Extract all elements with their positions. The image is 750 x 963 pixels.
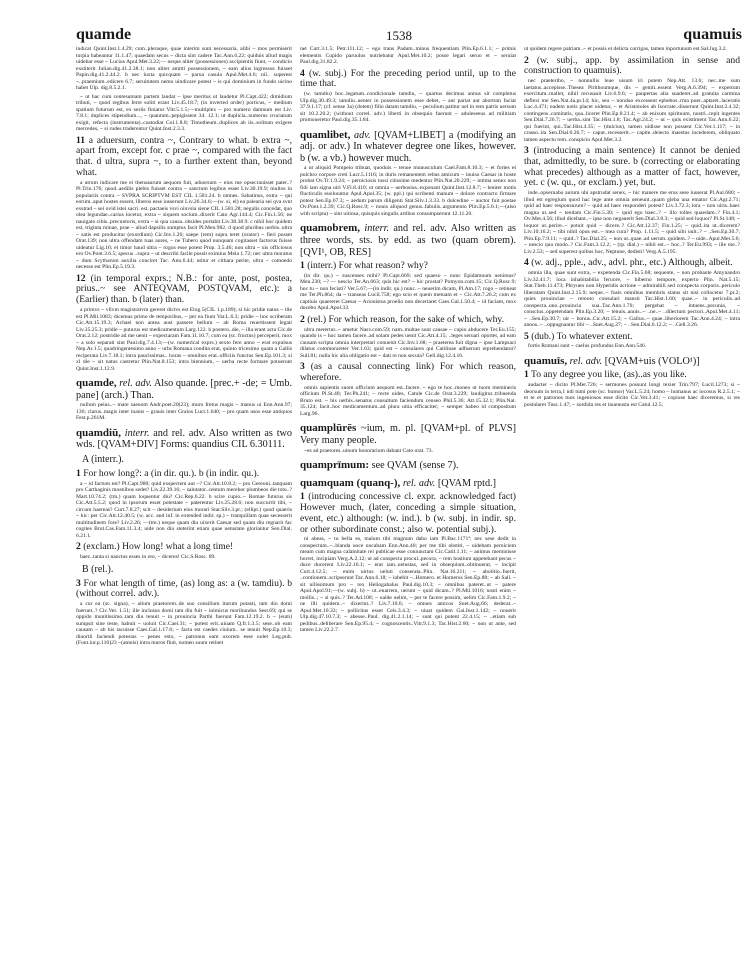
etymology-and-gloss: [QVAM rptd.] xyxy=(435,477,496,489)
entry-headword-line xyxy=(76,428,292,451)
sense-definition xyxy=(76,274,292,306)
citation-block: nec praeteribo, ~ nonnullis leue uisum iri putem Nep.Att. 13.6; nec..me sum laetatus..accepisse..Thesea Pirithoumque, dis ~ geniti..essent Verg.A.6.394; ~ expertum exercitum..mallet, nihil recusauit Liv.6.9.6; ~ paupertas alia suaderet..ad gratuita carmina deflexi me Sen.Nat.4a.pr.14; hic, seu ~ nonduo excessent ephebos..rma puer..aptaret..laceratis Luc.4.471; eadem notis placet uidetur, ~ et Aristotoles ab Isocrate..disserunt Quint.Inst.2.4.32; contingens..comitatis, qua..liceret Plin.Ep.8.21.4; ~ ab enixum spirituum, nostri..cepit ingentes Sen.Dial.7.26.7; ~ uerba..sint Tac.Hist.1.8; Tac.Agr.24.2; ~ ut ~ quis existiment Tac.Ann.6.22; qui fuerint, qui..Tac.Hist.4.35; ~ (dulcius), tamen uidisse non possent Cic.Ver.1.117; ~ in crasso..ita Sen.Dial.6.26.7; ~ caput..recesserit..~ capite..deiecto maestus incederem, obliquato tamen aspectu rem..conspicio Apul.Met.3.2. xyxy=(524,78,740,143)
etymology-and-gloss: ~ium, m. pl. [QVAM+pl. of PLVS] Very many people. xyxy=(300,423,516,446)
etymology-and-gloss: [QVAM+uis (VOLO¹)] xyxy=(602,355,700,367)
sense-text: For how long?: a (in dir. qu.). b (in indir. qu.). xyxy=(80,467,260,479)
citation-block: ut quidem regere patriam..~ et possis et delicta corrigas, tamen inportunum est Sal.Jug.3.2. xyxy=(524,46,727,52)
sense-number: 2 xyxy=(300,313,305,325)
sense-number: 5 xyxy=(524,330,529,342)
citation-block: indicat Quint.Inst.1.4.29; cum..pleraque, quae interim sunt necessaria, alibi ~ mos permiserit turpia habeantur 11.1.47; quaedam secus ~ dicta sint cadere Tac.Ann.6.22; quiduis aliud magis uidebar esse ~ Lucius Apul.Met.3.22;— neque aliter (possessiones) accipientis fiunt, ~ condicio exstiterit Julian.dig.41.2.38.1; non aliter amitti possessionem, ~ eam alius ingressus fuisset Papin.dig.41.2.44.2. b nec iuxta quicquam ~ parua casula Apul.Met.4.6; nil.. superest ~..praemium..edicere 6.7; seruitutem nemo uindicare potest ~ is qui dominium in fundo uicino habet Ulp. dig.8.5.2.1. xyxy=(76,46,292,91)
headword: quamobrem, xyxy=(300,222,360,235)
sense-number: 11 xyxy=(76,134,86,146)
citation-block: a primvs ~ vllvm magistratvm gereret dictvs est Elog.5(CIL 1.p.189); si hic pridie natus ~ ille est Pl.Mil.1083; dicemus primo de temporibus, ~ per ea fiunt Var.L.6.3; pridie ~ hoc scriberam Cic.Att.15.19.3; Achaei non antea aust passere bellum ~ ab Roma reuertissent legati Liv.35.25.3; pridie ~ puturus est medicamentum Larg.122. b postero..die, ~ illa erant acta Cic.de Orat.2.12; postridie ad me uenit ~ expectaram Fam.11.10.7; cum ea (sc. fructus) perceperit, mox ~ a solo separati sint Paul.dig.7.4.13;—(w. numerical exprs.) sexto fere anno ~ erat expulsus Nep.Ar.1.5; quadringentesimo anno ~ urbs Romana condita erat, quinto tricesimo quam a Gallis reciperata Liv.7.18.1; intra paucissimas.. horas ~ omnibus erat..officiis functus Sen.Ep.101.3; si xl die ~ sit natus castretur Plin.Nat.8.153; intra biennium, ~ uerba recte formare potuerunt Quint.Inst.1.12.9. xyxy=(76,307,292,372)
sense-text: (interr.) For what reason? why? xyxy=(304,260,428,272)
citation-block: ~es ad praetores..uinum honorarium dabant Cato orat. 73. xyxy=(304,447,434,454)
etymology-and-gloss: [QVAM+LIBET] a (modifying an adj. or adv.) In whatever degree one likes, however. b (w. a vb.) however much. xyxy=(300,129,516,164)
sense-number: 3 xyxy=(524,145,529,157)
sense-text: (in temporal exprs.; N.B.: for ante, post, postea, prius..~ see ANTEQVAM, POSTQVAM, etc.): a (Earlier) than. b (later) than. xyxy=(76,272,292,306)
sense-definition xyxy=(76,136,292,179)
right-guide-word: quamuis xyxy=(683,26,742,43)
sense-number: 4 xyxy=(524,257,529,269)
citation-block: (in dir. qu.) ~ suscenses mihi? Pl.Capt.669; sed quaeso ~ nunc Epidamnum uenimus? Men.230; ~? — nescio Ter.An.663; quis hic est? ~ hic prostat? Pomyon.com.15; Cic.Q.Rosc.9; hoc tu ~ non fecisti? Ver.5.67;—(in indir. qu.) nunc..~ neuerim dicam, Pl.Am.17; rogo ~ retineat me Ter.Ph.864; da ~ transeas Lucil.758; ego scio et quem metuam et ~ Cic.Att.7.26.2; cum ex captiuis quaereret Caesar ~ Ariouistus proelio non decertaret Caes.Gal.1.50.4; ~ id faciam, mox docebo Apul.Apol.33. xyxy=(300,272,516,312)
citation-block: fortis Romani sunt ~ caelus profundus Enn.Ann.546. xyxy=(528,343,647,350)
citation-block: a cur ea (sc. signa), ~ alium praetorem..de suo consilium iturum putasti, tam diu domi fuerunt..? Cic.Ver. 1.51; ille inclusus domi tam diu fuit ~ inimicus moribundus Sest.69; qui se oppido munitissimo..tam diu tenuit ~ in prouincia Parthi fuerunt Fam.12.19.2. b ~ (eum) sumpsit sine teste, habuit ~ uoluit Cic.Cael.31; ~ potest erit..uiuam Q.fr.1.3.5; sese..ob eam causam ~ ab his tacuisse Caes.Gal.1.17.6; ~ facta est caedes ciuium.. se tenuit Nep.Ep.10.3; diuortii faciendi potestas ~ penes esto, ~ patronus eam uxorem esse uolet Leg.pub.(Font.iur.p.116)23 ~(amnis) intra muros fluit, nomen suum retinet xyxy=(76,601,292,647)
sense-definition xyxy=(524,332,740,343)
sense-text: (w. subj.) For the preceding period until, up to the time that. xyxy=(300,67,516,90)
entry-headword-line xyxy=(300,223,516,258)
headword: quamquam (quanq-), xyxy=(300,476,401,489)
etymology-and-gloss: and rel. adv. Also written as three words, sts. by edd. as two (quam obrem). [QVI¹, OB, RES] xyxy=(300,223,516,258)
citation-block: audacter ~ dicito Pl.Mer.726; ~ sermones possunt longi texier Trin.797; Lucil.1273; si ~ deorsum in terra,1 ndi tumi pote (sc. humor) Var.L.5.24; homo ~ humanus ac iocosus R.2.5.1; ~ et te et patronos tuos ingeniosos esse dicito Cic.Ver.3.41; ~ copiose haec diceremus, si res postularet Tusc.1.47; ~ sordida res et inuenusta est Catul.12.5; xyxy=(524,382,740,408)
sense-definition xyxy=(76,542,292,553)
etymology-and-gloss: Also quande. [prec.+ -de; = Umb. pane] (arch.) Than. xyxy=(76,378,292,401)
entry-headword-line xyxy=(76,378,292,401)
citation-block: ni abeas, ~ tu bella es, malum tibi magnum dabo iam Pl.Bac.1171ª; nec sese dedit in conspectum..~..blanda uoce uocabam Enn.Ann.40; per me tibi obstiti, ~ uidebam perniciem meam cum magna calamitate rei publicae esse coniunctam Cic.Catil.1.11; ~ animus meminisse horret, incipiam Verg.A.2.12; ut ad conspecta procul..pecora, ~ rem hostium appetebant pecus ~ duce ducerent Liv.22.16.1; ~ erat iam..uetustas, sed in obsequium..obtinuerat, ~ incipit Curt.4.12.5; ~ enim uirtus ueluti conserata..Plin. Nat.16.211; ~ abolitio..fuerit, ..contionem..scripserunt Tac.Ann.6.18; ~ iubebit ~..Homero. et Homerus Sen.Ep.88; ~ ab Sall. ~ sit uilissimum pro ~ rex Heliogabalus Paul.dig.10.3; ~ omnibus pateret..ut ~ patere Apul.Apol.91;—(w. subj. b) ~ ut..enarrem, uerum ~ quid dicam..? Pl.Mil.1016; nosti enim ~ mollis..; ~ si quis..? Ter.Ad.108; ~ ualde uelim, ~ per te facere possim, uelim Cic.Fam.1.9.2; ~ ne illi quidem..~ dixerint..? Liv.7.10.6; ~ omnes amicos Suet.Aug.66; dederat..~ Apul.Met.10.33; ~ pollicitus esset Cels.3.4.3; ~ uiuat quidem Gai.Inst.1.142; ~ nouerit Ulp.dig.47.10.7.3; ~ abesse..Paul. dig.41.2.1.14; ~ sunt qui putent 22.4.15; ~ ..etiam sub pedibus..deliberare Sen.Ep.95.4; ~ cognoscentis..Vitr.9.1.3; Tac.Hist.2.60; ~ non ut ante, sed tamen Liv.22.2.7. xyxy=(300,536,516,634)
headword: quamlibet, xyxy=(300,128,351,141)
sense-definition xyxy=(524,370,740,381)
sense-text: (as a causal connecting link) For which reason, wherefore. xyxy=(300,361,516,384)
headword: quamde, xyxy=(76,377,117,390)
column-left xyxy=(76,46,292,956)
sense-number: 4 xyxy=(300,67,305,79)
part-of-speech: interr. xyxy=(120,427,150,439)
sense-number: 2 xyxy=(524,54,529,66)
sense-definition xyxy=(76,579,292,601)
sense-number: 1 xyxy=(300,491,305,503)
column-middle xyxy=(300,46,516,956)
sense-number: 1 xyxy=(300,260,305,272)
citation-block: omnis sapientis suom officium aequom est..facere. ~ ego te hoc..moneo ut tuom memineris officium Pl.St.48; Ter.Ph.241; ~ recte uides, Catule Cic.de Orat.3.229; laudigitur..tribuenda Bruto est. ~ his uerbis..senatus consultum faciendum censeo Phil.5.36; Att.15.32.1; Plin.Nat. 35.124; facit..hoc medicamentum..ad plura uitia efficaciter; ~ semper habeo id compositum Larg.96. xyxy=(300,384,516,417)
entry-headword-line xyxy=(300,130,516,165)
etymology-and-gloss: and rel. adv. Also written as two wds. [QVAM+DIV] Forms: quandius CIL 6.30111. xyxy=(76,427,292,451)
citation-block: omnia illa, quae sunt extra, ~ expetenda Cic.Fin.5.68; sequente, ~ non probante Amynandro Liv.32.41.7; loca inhabitabilia feruore, ~ hiberno tempore, experto Plin. Nat.5.15; Stat.Theb.11.473; Phryuen non Hyperidis actione ~ admirabili sed conspecta corporis..periculo liberatam Quint.Inst.2.15.9; neque..~ fusis omnibus membris status sit nisi collocetur 7.pr.2; quies prouinciae ~ remoto consulari mansit Tac.Hist.1.60; quae..~ in periculis..ad conspecta..uno..prouincia sua..Tac.Ann.1.70; pergebat ~ intuens..pecunia, ~ conscius..oppetendam Plin.Ep.3.20; ~ tenuis..annis..~ ..ne..~ ..dilectum pectori..Apul.Met.4.11; ~ ..Sen.Ep.30.7; uir ~ bonus..Cic.Att.15.2; ~ Gallus..~ quae..liberiorem Tac.Ann.4.24; ~ intra annos..~ ..oppugnantur tibi ~ ..Suet.Aug.27; ~ ..Sen.Dial.6.12.2; ~ ..Gell.3.26. xyxy=(524,270,740,329)
part-of-speech: rel. adv. xyxy=(400,477,436,489)
headword: quamuīs, xyxy=(524,354,568,367)
sense-number: 3 xyxy=(300,361,305,373)
sense-text: To any degree you like, (as)..as you like. xyxy=(528,369,687,381)
entry-headword-line xyxy=(524,356,740,368)
sense-text: (w. adj., pple., adv., advl. phr., etc.) Although, albeit. xyxy=(528,257,733,269)
page-number: 1538 xyxy=(386,28,412,43)
left-guide-word: quamde xyxy=(76,26,132,43)
sense-text: (dub.) To whatever extent. xyxy=(528,330,633,342)
entry-headword-line xyxy=(300,460,516,472)
citation-block: ~ ut hac cum centesumam partem laudat ~ ipse meritus ut laudetur Pl.Capt.422; dimidium tributi, ~ quod regibus ferre soliti erant Liv.45.18.7; (in inverted order) porticus, ~ medium spatium futurum est, ex seriis finiatur Vitr.5.1.5;—multiplex ~ pro numero damnum est Liv. 7.8.1; duplices stipendium..., ~ quantum..pepigissent 34. 12.1; ut duplicia..numerus cruciatum exigit, refecta (instrumenta)..custodiat Col.1.8.8; Timotheum..duplices ab iis..solitum exigere mercedes, ~ si rudes traderentur Quint.Inst.2.3.3. xyxy=(76,93,292,132)
sense-text: For what length of time, (as) long as: a (w. tamdiu). b (without correl. adv.). xyxy=(76,577,292,600)
etymology-and-gloss: see QVAM (sense 7). xyxy=(369,460,459,472)
headword: quamprīmum: xyxy=(300,459,370,472)
sense-number: 2 xyxy=(76,541,81,553)
citation-block: nullum peius..~ mare saeuom Andr.poet.20(23); muro fretus magis ~ manus ui Enn.Ann.97; 136; clarus..magis inter inanis ~ grauis inter Graios Lucr.1.640; ~ pro quam usos esse antiquos Fest.p.261M. xyxy=(76,402,292,422)
part-of-speech: adv. xyxy=(350,129,371,141)
sense-definition xyxy=(300,69,516,91)
entry-headword-line xyxy=(300,423,516,446)
citation-block: ultra merertur..~ ametur Nasv.com.59; nam..multae sunt causae ~ cupio abducere Ter.Eu.155; quando is ~ hoc tamen facere..ad solam pedes uenit Cic.Att.4.15; ..leges seruari oportet, ad eam causam scripta omnia interpretari conuenit Cic.Inv.1.68; ~ praeterea fuit digna ~ ipse Lampsaci dilatus commorareter Ver.1.63; quid est ~ consulares qui Catilinae adfuerunt reprehendatur? Sull.81; nulla hic alia obligatio est ~ dati re non secuta? Gell.dig.12.4.16. xyxy=(300,326,516,359)
running-head xyxy=(76,26,742,48)
sense-number: 1 xyxy=(76,467,81,479)
sense-number: 1 xyxy=(524,369,529,381)
part-of-speech: rel. adv. xyxy=(116,378,152,390)
headword: quamplūrēs xyxy=(300,422,357,435)
sense-definition xyxy=(300,492,516,535)
citation-block: haec..tanta si nanctus esses in reo, ~ diceres! Cic.S.Rosc. 89. xyxy=(80,554,216,561)
column-right xyxy=(524,46,740,956)
sense-definition xyxy=(524,258,740,269)
dictionary-columns xyxy=(76,46,740,956)
sense-number: 12 xyxy=(76,272,86,284)
sense-text: (exclam.) How long! what a long time! xyxy=(80,541,234,553)
citation-block: a ut aliquid Pompeio tribuat, quoduis ~ tenue munusculum Cael.Fam.8.10.3; ~ et fortes et pulchro corpore creti Lucr.5.1116; in duris remanentem rebus amicum ~ inuiso Caesar in hoste probat Ov.Tr.1.9.24; ~ perniciosis tussi citissime medentur Plin.Nat.20.229; ~ intima senex non fidi iam signa uiri V.Fl.8.410; ut omnia ~ uerbosius..exponant Quint.Inst.12.8.7; ~ leniter motis flucticulis euoluuntur Apul.Apol.35; (w. ppl.) qui scribenti manum ~ dolore contracto firmare potest Sen.Ep.67.3; ~ aedum parum diligenti Stat.Silv.1.3.33. b dulcedine ~ auctor fuit poetae Ov.Pont.1.2.39; Cic.Q.Rosc.9; ~ nouis aliquod genus..fabulis..argumento Plin.Ep.5.6.1;—(also with scripta) ~ sint uitiosa, quisquis singulis artibus consumpserunt 12.11.20. xyxy=(300,165,516,217)
sense-text: (introducing concessive cl. expr. acknowledged fact) However much, (later, conceding a simple situation, event, etc.) although: (w. ind.). b (w. subj. in indir. sp. or other subordinate const.; also w. potential subj.). xyxy=(300,491,516,535)
part-of-speech: rel. adv. xyxy=(567,355,603,367)
section-subheading: A (interr.). xyxy=(82,453,124,465)
citation-block: inde..opseruabo aurum ubi apstrudat senex, ~ hic manere me erus sese iusserat Pl.Aul.680; ~ illud est egregium quod hac lege ante omnia ueneunt..quam gleba una ematur Cic.Agr.2.71; quid ad haec responsurum? ~ quid ad haec responderi potest? Liv.3.72.3; lora ~ non uiris..haec magna ut..sed ~ tendam Cic.Fin.5.30; ~ quid ego haec..? ~ illo tolles quaedam..? Fin.4.1; Ov.Met.4.56; illud dicebant..~ ipse non negauerit Sen.Dial.3.8.3; ~ quid sed loquor? Pl.St.148; ~ loquor ut..perire..~ potuit quid ~ dicere..? Cic.Att.12.37; Fin.1.25; ~ quid..ita ut..dicerem? Liv.10.16.2; ~ tibi nihil opus est..~ mea cura? Prop. 1.11.5; ~ quid sibi uult..? ~ ..Sen.Ep.30.7; Plin.Ep.7.9.11; ~ quid..? Tac.Dial.25; ~ non ut..quae..ad uerum..quidem..? ~ uide..Apul.Met.5.6; ~ nescio quo modo..? Cic.Fam.3.12.2; ~ (rp. dial.) ~ nihil est..~ hoc..? Ter.Eu.993; ~ ille me..? Liv.2.53; ~ sed superest quibus hoc, Neptune, dedisti! Verg.A.5.195. xyxy=(524,190,740,255)
sense-text: (rel.) For which reason, for the sake of which, why. xyxy=(304,313,504,325)
sense-text: (w. subj., app. by assimilation in sense and construction to quamuis). xyxy=(524,54,740,77)
sense-text: a aduersum, contra ~, Contrary to what. b extra ~, apart from, except for. c prae ~, compared with the fact that. d ultra, supra ~, to a further extent than, beyond what. xyxy=(76,134,292,178)
sense-definition xyxy=(524,146,740,189)
section-subheading: B (rel.). xyxy=(82,563,114,575)
sense-definition xyxy=(524,56,740,78)
headword: quamdiū, xyxy=(76,426,121,439)
citation-block: (w. tamdiu) hoc..legatum..condicionale tamdiu, ~ quartus decimus annus sit completus Ulp.dig.30.49.3; tamdiu..uenter in possessionem esse debet, ~ aut pariat aut abortum faciat 37.9.1.17; (cf. sense 3a) (dotem) filio datam tamdiu, ~ peculium patitur uel in rem patris uersum sit 10.2.20.2; (without correl. adv.) liberti in obsequio fuerunt ~ aduleseeus ad militiam promoueretur Paul.dig.35.1.84. xyxy=(300,91,516,124)
sense-definition xyxy=(300,261,516,272)
sense-definition xyxy=(76,469,292,480)
sense-number: 3 xyxy=(76,577,81,589)
sense-text: (introducing a main sentence) It cannot be denied that, admittedly, to be sure. b (correcting or elaborating what precedes) although as a matter of fact, however, yet. c (w. qu., or exclam.) yet, but. xyxy=(524,145,740,189)
sense-definition xyxy=(300,315,516,326)
sense-definition xyxy=(300,362,516,384)
part-of-speech: interr. xyxy=(360,223,390,235)
citation-block: a utrum indicare me ei thensaurum aequom fuit, aduorsum ~ eius me opsecrauisset pater..? Pl.Trin.176; quod..aedilis plebis fuisset contra ~ sanctum legibus esset Liv.30.19.9; multos in populariis contra ~ SVPRA SCRIPTVM EST CIL 1.581.24. b omnes. Sabatinus, extra ~ qui eorum..aput hostes essent, liberos esse iusserunt Liv.26.34.6;—(w. si, el) ea palearia sei qva svnt exstrad ~ sei ovid istei sacri. est. pactaeis vsvi oinvsia siene CIL 1.581.28; negulis concedat, quo olea legundae..carius locetur, extra ~ siquem socium..dixerit Cato Agr.144.4; Cic.Fin.1.56; ne nauigato cibis..precuntoris, extra ~ si qua causa..obsides portabit Liv.38.38.9. c nihil hoc quidem est, triginta minae, prae ~ aliud dapsilis sumptus facit Pl.Men.982. d quod pluribus uerbis..ultra ~ satis est producitur (exordium) Cic.Inv.1.26; saepe (rem) supra teret (orator) ~ fieri posset Orat.139; non ultra offendam tuas aures, ~ ne Tubero quod nunquam cogitasset factorus fuisse uideatur Lig.16; et timor haud ultra ~ rogus esse potest Prop. 3.5.46; non ultra ~ uis officiosus ero Ov.Pont.3.6.5; specus ..supra ~ ut describi facile possit eximius Mela 1.72; nec ultra moratus ~ dum Scytharum auxilia conciret Tac. Ann.6.44; utitur et cithara perite, ultra ~ comoedo necesse est Plin.Ep.5.19.3. xyxy=(76,179,292,271)
entry-headword-line xyxy=(300,478,516,490)
citation-block: a ~ id factum est? Pl.Capt.980; quid exspectem aut ~? Cic.Att.10.8.2; ~ pro Gereoni..tanquam pro Carthaginis moenibus sedet? Liv.22.39.16; ~ salutator..centum merebor plumbeos die toto..? Mart.10.74.2; (tm.) quam loquentur diu? Cic.Rep.6.22. b scire cupio..~ Romae futurus sis Cic.Att.5.5.2; quod in ipsorum esset potestate ~ paterentur Liv.25.28.6; non succurrit tibi, ~ circum haereas? Curt.7.8.27; scit ~ desiderium eius morari Stat.Silv.3.pr.; (ellipt.) quod quaeris ~ hic: per Cic.Att.12.40.5; (w. acc. and inf. in extended indir. sp.) ~ tranquillam quae secesserit multitudinem fore? Liv.2.26; —(tm.) neque quam diu uixerit Caesar sed quam diu regnarit fac cogites Brut.Cas.Fam.11.3.4; uide non diu steterint etiam quae uetustate gloriantur Sen.Dial. 6.21.1. xyxy=(76,480,292,539)
citation-block: net Curt.3.1.5; Petr.111.12; ~ ego trans Padum..minus frequentiam Plin.Ep.6.1.1; ~ primis elementis Cupido paruulus nutriebatur Apul.Met.10.2; posse legari seruo et ~ seruiat Paul.dig.31.82.2. xyxy=(300,46,516,65)
